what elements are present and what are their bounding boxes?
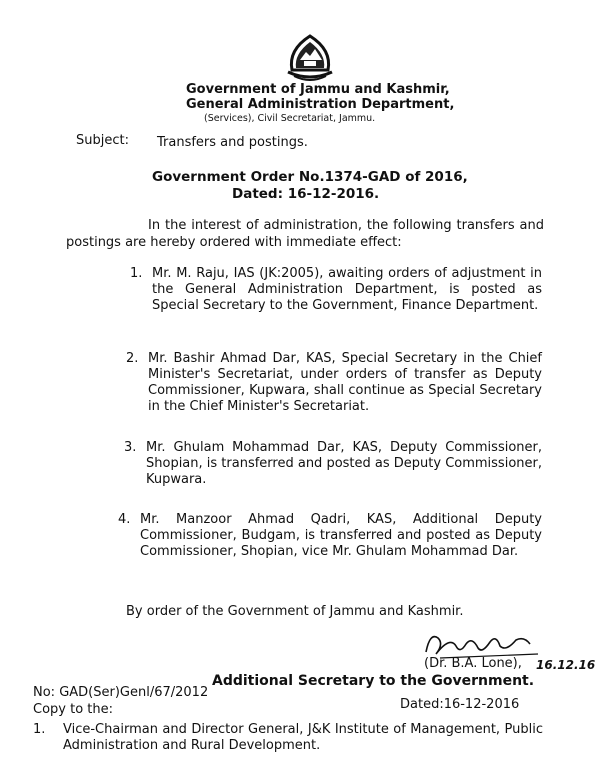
header-subtitle: (Services), Civil Secretariat, Jammu. [204, 113, 376, 124]
order-number: Government Order No.1374-GAD of 2016, [152, 169, 468, 185]
item-number: 3. [124, 440, 137, 455]
copy-to-label: Copy to the: [33, 702, 114, 717]
state-emblem-icon [282, 30, 338, 86]
subject-label: Subject: [76, 133, 129, 148]
reference-number: No: GAD(Ser)Genl/67/2012 [33, 685, 209, 700]
item-text: Mr. Ghulam Mohammad Dar, KAS, Deputy Commissioner, Shopian, is transferred and posted as Deputy Commissioner, Kupwara. [146, 440, 542, 487]
signature-date: 16.12.16 [536, 658, 596, 672]
header-department: General Administration Department, [186, 97, 455, 112]
item-text: Mr. Bashir Ahmad Dar, KAS, Special Secretary in the Chief Minister's Secretariat, under orders of transfer as Deputy Commissioner, Kupwara, shall continue as Special Secretary in the Chief Minister's Secretariat. [148, 351, 542, 414]
item-number: 4. [118, 512, 131, 527]
reference-date: Dated:16-12-2016 [400, 697, 520, 712]
item-number: 1. [130, 266, 143, 281]
item-text: Mr. Manzoor Ahmad Qadri, KAS, Additional Deputy Commissioner, Budgam, is transferred and posted as Deputy Commissioner, Shopian, vice Mr. Ghulam Mohammad Dar. [140, 512, 542, 559]
copy-text: Vice-Chairman and Director General, J&K Institute of Management, Public Administration and Rural Development. [63, 722, 543, 753]
signatory-name: (Dr. B.A. Lone), [424, 656, 522, 671]
closing-line: By order of the Government of Jammu and Kashmir. [126, 604, 464, 619]
signatory-designation: Additional Secretary to the Government. [212, 673, 535, 689]
subject-text: Transfers and postings. [157, 135, 308, 150]
intro-paragraph: In the interest of administration, the following transfers and postings are hereby ordered with immediate effect: [66, 218, 544, 250]
item-text: Mr. M. Raju, IAS (JK:2005), awaiting orders of adjustment in the General Administration Department, is posted as Special Secretary to the Government, Finance Department. [152, 266, 542, 313]
item-number: 2. [126, 351, 139, 366]
order-date: Dated: 16-12-2016. [232, 186, 380, 202]
copy-number: 1. [33, 722, 46, 737]
header-government: Government of Jammu and Kashmir, [186, 82, 450, 97]
